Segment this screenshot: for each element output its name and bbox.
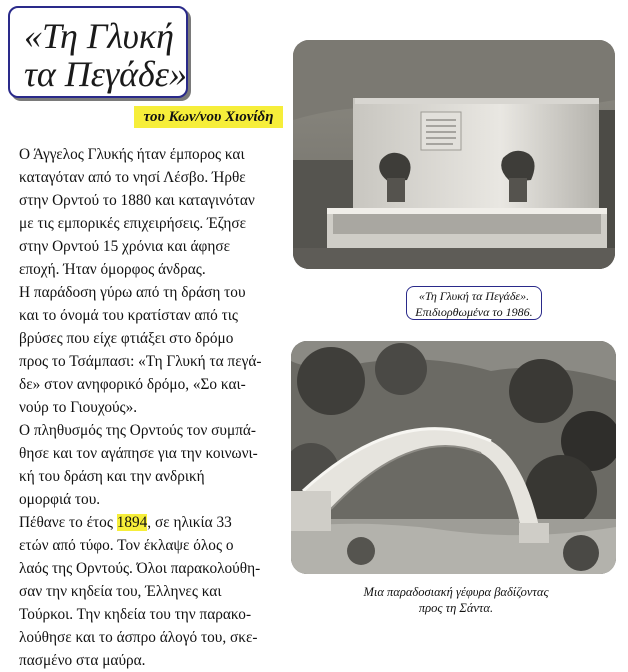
body-line-text: ετών από τύφο. Τον έκλαψε όλος ο [19, 537, 234, 554]
body-line-text: λούθησε και το άσπρο άλογό του, σκε- [19, 629, 258, 646]
body-line [19, 465, 277, 488]
fountain-caption-line-1: «Τη Γλυκή τα Πεγάδε». [418, 289, 530, 303]
body-line [19, 488, 277, 511]
body-line [19, 419, 277, 442]
body-line [19, 304, 277, 327]
body-line-text: Τούρκοι. Την κηδεία του την παρακο- [19, 606, 252, 623]
body-line [19, 166, 277, 189]
body-line [19, 511, 277, 534]
body-line [19, 143, 277, 166]
body-line-text: Ο Άγγελος Γλυκής ήταν έμπορος και [19, 146, 245, 163]
body-line [19, 258, 277, 281]
bridge-caption [340, 584, 572, 616]
title-line-2: τα Πεγάδε» [24, 54, 187, 94]
body-line-text-after: , σε ηλικία 33 [147, 514, 232, 531]
article-body [19, 143, 277, 672]
body-line-text: καταγόταν από το νησί Λέσβο. Ήρθε [19, 169, 246, 186]
body-line-text: ομορφιά του. [19, 491, 101, 508]
highlighted-year: 1894 [116, 514, 148, 531]
body-line-text: σαν την κηδεία του, Έλληνες και [19, 583, 222, 600]
body-line-text: προς το Τσάμπασι: «Τη Γλυκή τα πεγά- [19, 353, 262, 370]
body-line-text: θησε και τον αγάπησε για την κοινωνι- [19, 445, 258, 462]
fountain-caption-line-2: Επιδιορθωμένα το 1986. [415, 305, 533, 319]
body-line [19, 603, 277, 626]
body-line [19, 557, 277, 580]
body-line-text: λαός της Ορντούς. Όλοι παρακολούθη- [19, 560, 261, 577]
body-line-text: Η παράδοση γύρω από τη δράση του [19, 284, 246, 301]
body-line [19, 534, 277, 557]
body-line-text: στην Ορντού το 1880 και καταγινόταν [19, 192, 255, 209]
body-line-text: εποχή. Ήταν όμορφος άνδρας. [19, 261, 206, 278]
body-line [19, 350, 277, 373]
bridge-caption-line-1: Μια παραδοσιακή γέφυρα βαδίζοντας [363, 585, 549, 599]
bridge-photo [291, 341, 616, 574]
body-line [19, 212, 277, 235]
body-line-text: δε» στον ανηφορικό δρόμο, «Σο και- [19, 376, 246, 393]
fountain-caption [406, 286, 542, 320]
title-line-1: «Τη Γλυκή [24, 16, 175, 56]
body-line [19, 442, 277, 465]
body-line [19, 649, 277, 672]
body-line [19, 580, 277, 603]
body-line [19, 235, 277, 258]
body-line-text: νούρ το Γιουχούς». [19, 399, 138, 416]
body-line [19, 373, 277, 396]
body-line-text: κή του δράση και την ανδρική [19, 468, 205, 485]
body-line [19, 626, 277, 649]
body-line-text: Ο πληθυσμός της Ορντούς τον συμπά- [19, 422, 257, 439]
title-box [8, 6, 188, 98]
body-line-text: με τις εμπορικές επιχειρήσεις. Έζησε [19, 215, 247, 232]
bridge-caption-line-2: προς τη Σάντα. [418, 601, 494, 615]
body-line [19, 189, 277, 212]
body-line [19, 327, 277, 350]
body-line [19, 281, 277, 304]
body-line-text: Πέθανε το έτος [19, 514, 117, 531]
fountain-photo [293, 40, 615, 269]
body-line [19, 396, 277, 419]
body-line-text: και το όνομά του κρατίσταν από τις [19, 307, 238, 324]
body-line-text: στην Ορντού 15 χρόνια και άφησε [19, 238, 231, 255]
body-line-text: βρύσες που είχε φτιάξει στο δρόμο [19, 330, 234, 347]
author-byline: του Κων/νου Χιονίδη [134, 106, 283, 128]
body-line-text: πασμένο στα μαύρα. [19, 652, 146, 669]
